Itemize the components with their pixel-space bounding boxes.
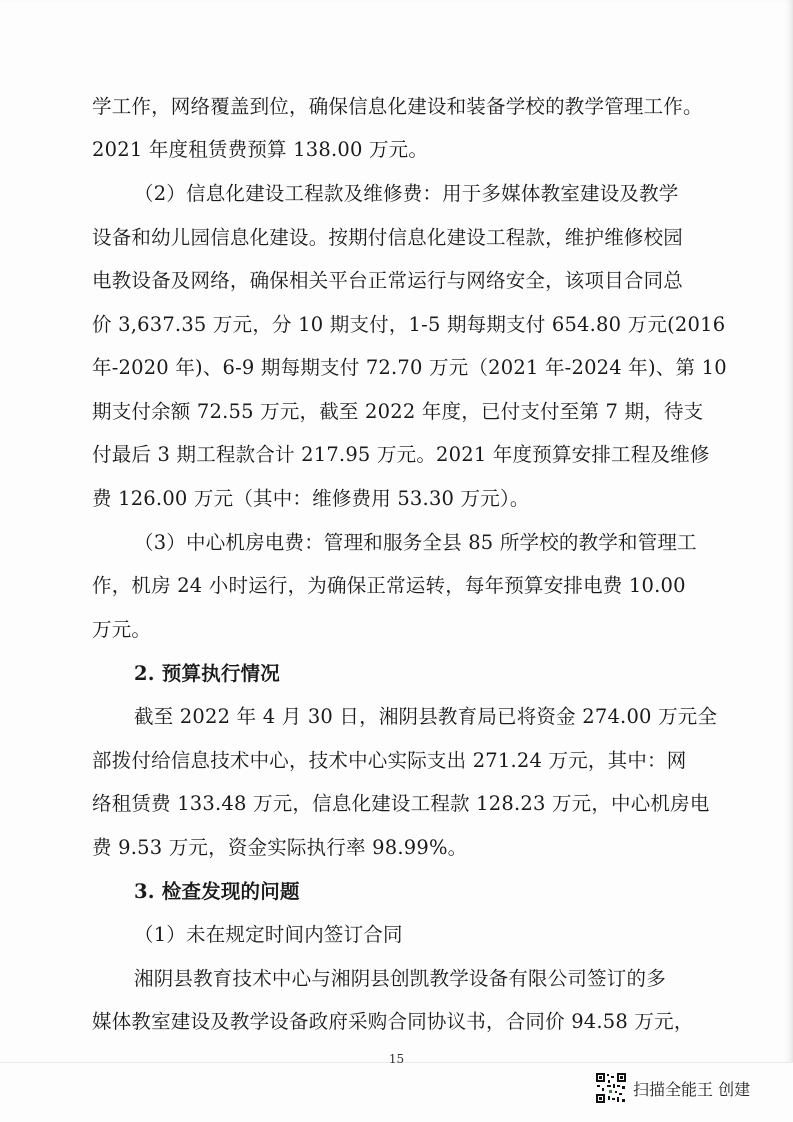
body-line-5: 电教设备及网络，确保相关平台正常运行与网络安全，该项目合同总 [92,269,684,292]
body-line-6: 价 3,637.35 万元，分 10 期支付，1-5 期每期支付 654.80 万元(2016 [92,313,726,336]
body-line-2: 2021 年度租赁费预算 138.00 万元。 [92,138,429,161]
body-line-9: 付最后 3 期工程款合计 217.95 万元。2021 年度预算安排工程及维修 [92,443,710,466]
body-line-17: 络租赁费 133.48 万元，信息化建设工程款 128.23 万元，中心机房电 [92,792,710,815]
body-line-11: （3）中心机房电费：管理和服务全县 85 所学校的教学和管理工 [134,531,697,554]
body-line-13: 万元。 [92,618,152,641]
section-heading-issues-found: 3. 检查发现的问题 [134,880,300,903]
qr-code-icon [595,1072,627,1104]
body-line-22: 媒体教室建设及教学设备政府采购合同协议书，合同价 94.58 万元， [92,1010,694,1033]
body-line-10: 费 126.00 万元（其中：维修费用 53.30 万元）。 [92,487,530,510]
body-line-18: 费 9.53 万元，资金实际执行率 98.99%。 [92,836,468,859]
page-number: 15 [388,1052,405,1066]
body-line-16: 部拨付给信息技术中心，技术中心实际支出 271.24 万元，其中：网 [92,749,687,772]
body-line-21: 湘阴县教育技术中心与湘阴县创凯教学设备有限公司签订的多 [134,967,666,990]
body-line-8: 期支付余额 72.55 万元，截至 2022 年度，已付支付至第 7 期，待支 [92,400,704,423]
body-line-4: 设备和幼儿园信息化建设。按期付信息化建设工程款，维护维修校园 [92,226,684,249]
body-line-3: （2）信息化建设工程款及维修费：用于多媒体教室建设及教学 [134,182,679,205]
watermark-text: 扫描全能王 创建 [633,1079,751,1099]
body-line-15: 截至 2022 年 4 月 30 日，湘阴县教育局已将资金 274.00 万元全 [134,705,718,728]
body-line-12: 作，机房 24 小时运行，为确保正常运转，每年预算安排电费 10.00 [92,574,686,597]
body-line-7: 年-2020 年)、6-9 期每期支付 72.70 万元（2021 年-2024 年)、第 10 [92,356,727,379]
scanner-watermark [595,1068,775,1108]
subheading-contract-timing: （1）未在规定时间内签订合同 [134,923,403,946]
body-line-1: 学工作，网络覆盖到位，确保信息化建设和装备学校的教学管理工作。 [92,95,703,118]
section-heading-budget-execution: 2. 预算执行情况 [134,662,280,685]
